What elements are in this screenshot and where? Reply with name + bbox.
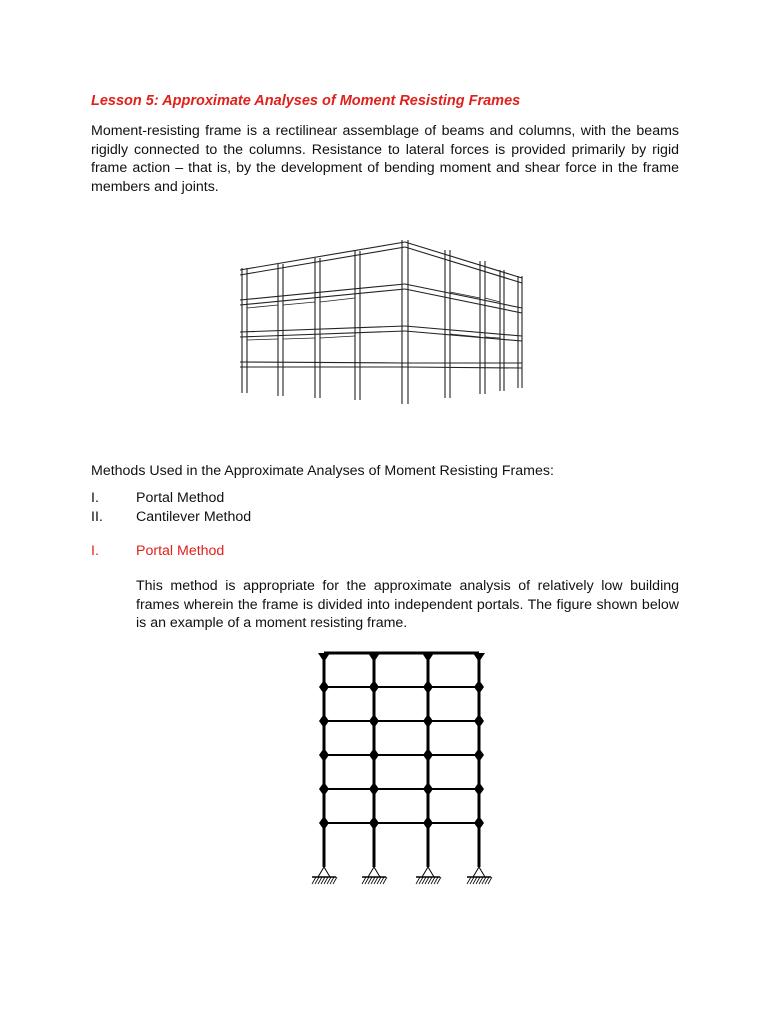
frame-joint — [423, 680, 433, 694]
pin-support — [422, 867, 434, 877]
frame-joint — [423, 748, 433, 762]
frame-joint — [423, 782, 433, 796]
frame-top-joint — [318, 653, 330, 662]
list-number: II. — [91, 508, 103, 525]
list-item — [91, 489, 251, 508]
sketch-right-face — [405, 242, 522, 398]
frame-top-joint — [422, 653, 434, 662]
frame-joint — [423, 816, 433, 830]
portal-paragraph: This method is appropriate for the approximate analysis of relatively low building frames wherein the frame is divided into independent portals. The figure shown below is an example of a moment resisting frame. — [136, 578, 679, 631]
frame-joint — [369, 714, 379, 728]
sketch-slabs — [247, 292, 500, 340]
frame-joint — [474, 714, 484, 728]
frame-joint — [474, 748, 484, 762]
frame-joint — [369, 680, 379, 694]
pin-support — [473, 867, 485, 877]
frame-joint — [474, 680, 484, 694]
frame-joint — [423, 714, 433, 728]
frame-top-joint — [368, 653, 380, 662]
methods-list — [91, 489, 251, 526]
list-item — [91, 508, 251, 527]
list-number: I. — [91, 490, 99, 506]
frame-joint — [369, 782, 379, 796]
frame-joint — [369, 816, 379, 830]
building-frame-sketch-icon — [230, 228, 535, 418]
frame-joint — [319, 714, 329, 728]
frame-top-joint — [473, 653, 485, 662]
moment-frame-diagram-icon — [305, 645, 505, 920]
list-label: Cantilever Method — [136, 508, 252, 525]
section-heading — [91, 542, 224, 561]
frame-joint — [319, 680, 329, 694]
list-label: Portal Method — [136, 490, 225, 506]
frame-joint — [474, 782, 484, 796]
section-number: I. — [91, 543, 99, 559]
pin-support — [318, 867, 330, 877]
intro-paragraph: Moment-resisting frame is a rectilinear assemblage of beams and columns, with the beams rigidly connected to the columns. Resistance to lateral forces is provided primarily by rigid frame action – that is, by the development of bending moment and shear force in the frame members and joints. — [91, 123, 679, 195]
sketch-left-face — [240, 240, 408, 404]
methods-intro: Methods Used in the Approximate Analyses of Moment Resisting Frames: — [91, 463, 554, 479]
frame-joint — [319, 782, 329, 796]
frame-joint — [319, 816, 329, 830]
frame-joint — [319, 748, 329, 762]
section-title: Portal Method — [136, 543, 225, 559]
frame-joint — [369, 748, 379, 762]
pin-support — [368, 867, 380, 877]
frame-joint — [474, 816, 484, 830]
lesson-title: Lesson 5: Approximate Analyses of Moment Resisting Frames — [91, 93, 521, 109]
